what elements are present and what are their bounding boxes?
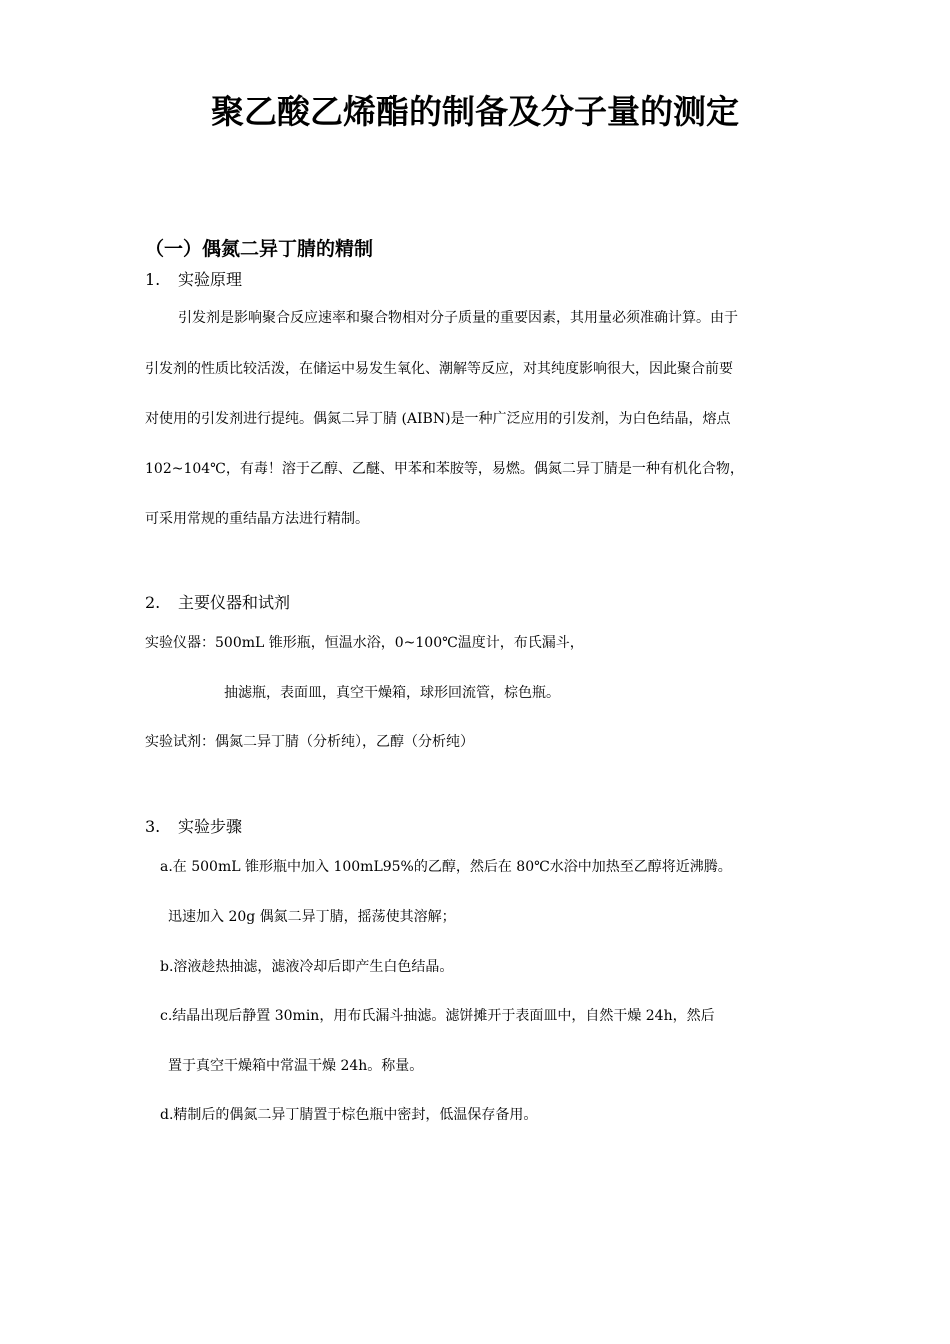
apparatus-label: 主要仪器和试剂 [178, 593, 291, 612]
principle-line: 对使用的引发剂进行提纯。偶氮二异丁腈 (AIBN)是一种广泛应用的引发剂，为白色结晶，熔点 [145, 411, 731, 427]
principle-number: 1. [145, 270, 161, 289]
section-heading: （一）偶氮二异丁腈的精制 [145, 238, 374, 260]
principle-heading [145, 267, 242, 290]
instruments-line: 抽滤瓶，表面皿，真空干燥箱，球形回流管，棕色瓶。 [224, 685, 560, 701]
reagents-line: 实验试剂：偶氮二异丁腈（分析纯），乙醇（分析纯） [145, 734, 474, 750]
principle-line: 引发剂的性质比较活泼，在储运中易发生氧化、潮解等反应，对其纯度影响很大，因此聚合前要 [145, 361, 733, 377]
principle-line: 引发剂是影响聚合反应速率和聚合物相对分子质量的重要因素，其用量必须准确计算。由于 [178, 310, 738, 326]
instruments-line: 实验仪器：500mL 锥形瓶，恒温水浴，0~100℃温度计，布氏漏斗， [145, 635, 584, 651]
step-line: c.结晶出现后静置 30min，用布氏漏斗抽滤。滤饼摊开于表面皿中，自然干燥 24h，然后 [160, 1008, 715, 1024]
principle-label: 实验原理 [178, 270, 243, 289]
steps-heading [145, 814, 242, 837]
step-line: 置于真空干燥箱中常温干燥 24h。称量。 [168, 1058, 424, 1074]
principle-line: 可采用常规的重结晶方法进行精制。 [145, 511, 369, 527]
step-line: b.溶液趁热抽滤，滤液冷却后即产生白色结晶。 [160, 959, 454, 975]
document-title: 聚乙酸乙烯酯的制备及分子量的测定 [211, 92, 739, 131]
steps-number: 3. [145, 817, 161, 836]
steps-label: 实验步骤 [178, 817, 243, 836]
step-line: a.在 500mL 锥形瓶中加入 100mL95%的乙醇，然后在 80℃水浴中加热至乙醇将近沸腾。 [160, 859, 732, 875]
step-line: 迅速加入 20g 偶氮二异丁腈，摇荡使其溶解； [168, 909, 456, 925]
principle-line: 102~104℃，有毒！溶于乙醇、乙醚、甲苯和苯胺等，易燃。偶氮二异丁腈是一种有机化合物， [145, 461, 744, 477]
apparatus-number: 2. [145, 593, 161, 612]
apparatus-heading [145, 590, 290, 613]
step-line: d.精制后的偶氮二异丁腈置于棕色瓶中密封，低温保存备用。 [160, 1107, 538, 1123]
